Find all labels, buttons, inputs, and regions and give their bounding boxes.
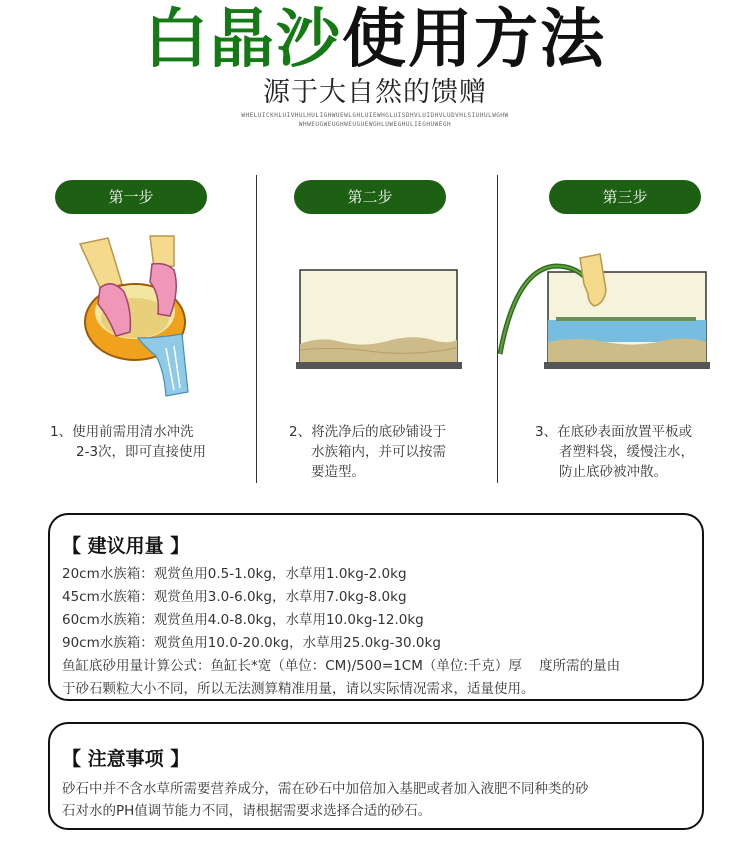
step-1-line: 1、使用前需用清水冲洗	[50, 424, 194, 440]
decorative-letters-2: WHWEUGWEUGHWEUGUEWGHLUWEGHULIEGHUWEGH	[298, 121, 452, 128]
step-3-line: 者塑料袋，缓慢注水，	[559, 444, 694, 460]
notes-title: 【 注意事项 】	[62, 748, 190, 770]
notes-line: 砂石中并不含水草所需要营养成分，需在砂石中加倍加入基肥或者加入液肥不同种类的砂	[62, 781, 589, 797]
washing-basin-illustration	[70, 230, 200, 400]
dosage-title: 【 建议用量 】	[62, 535, 190, 557]
step-2-description	[289, 422, 446, 482]
step-2-line: 要造型。	[311, 464, 365, 480]
aquarium-sand-illustration	[296, 266, 462, 372]
step-1-line: 2-3次，即可直接使用	[76, 444, 207, 460]
dosage-line: 20cm水族箱：观赏鱼用0.5-1.0kg，水草用1.0kg-2.0kg	[62, 566, 407, 582]
title-green-part: 白晶沙	[144, 3, 342, 77]
dosage-line: 于砂石颗粒大小不同，所以无法测算精准用量，请以实际情况需求，适量使用。	[62, 681, 535, 697]
step-2-badge: 第二步	[294, 180, 446, 214]
step-2-line: 2、将洗净后的底砂铺设于	[289, 424, 447, 440]
column-divider-1	[256, 175, 257, 483]
dosage-line: 45cm水族箱：观赏鱼用3.0-6.0kg，水草用7.0kg-8.0kg	[62, 589, 407, 605]
title-black-part: 使用方法	[342, 3, 606, 77]
step-2-line: 水族箱内，并可以按需	[311, 444, 446, 460]
dosage-box	[48, 513, 704, 701]
notes-box	[48, 722, 704, 830]
decorative-letters-1: WHELUICKHLUIVHULHULIGHWUEWLGHLUIEWHGLUISDHVLUIDHVLUDVHLSIUHULWGHW	[241, 112, 509, 119]
page-subtitle: 源于大自然的馈赠	[263, 77, 487, 108]
step-1-badge: 第一步	[55, 180, 207, 214]
page-title	[0, 2, 750, 78]
step-3-line: 防止底砂被冲散。	[559, 464, 667, 480]
dosage-line: 鱼缸底砂用量计算公式：鱼缸长*宽（单位：CM)/500=1CM（单位:千克）厚 度所需的量由	[62, 658, 621, 674]
step-3-badge: 第三步	[549, 180, 701, 214]
step-3-description	[535, 422, 694, 482]
dosage-line: 90cm水族箱：观赏鱼用10.0-20.0kg，水草用25.0kg-30.0kg	[62, 635, 441, 651]
step-3-line: 3、在底砂表面放置平板或	[535, 424, 693, 440]
notes-line: 石对水的PH值调节能力不同，请根据需要求选择合适的砂石。	[62, 803, 432, 819]
aquarium-filling-illustration	[496, 250, 710, 374]
dosage-line: 60cm水族箱：观赏鱼用4.0-8.0kg，水草用10.0kg-12.0kg	[62, 612, 424, 628]
step-1-description	[50, 422, 206, 462]
